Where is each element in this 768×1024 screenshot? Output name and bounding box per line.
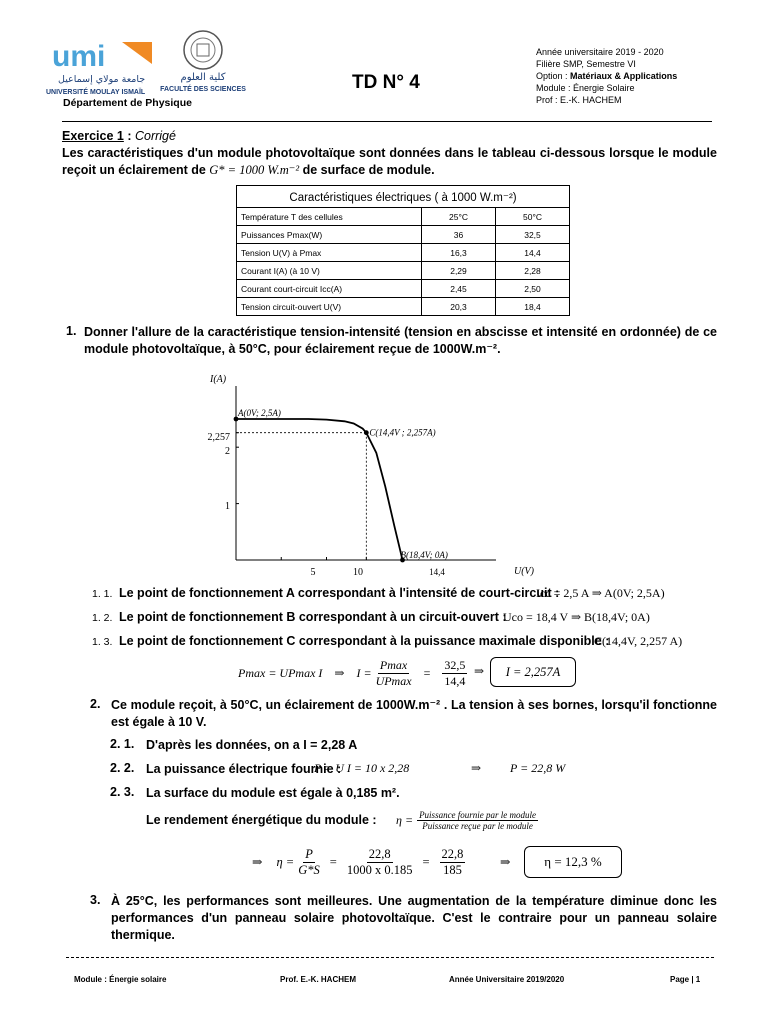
q2-2-result: P = 22,8 W	[510, 761, 566, 775]
sub-1-3-text: Le point de fonctionnement C correspondant à la puissance maximale disponible :	[119, 634, 610, 648]
q2-2-number: 2. 2.	[110, 761, 135, 775]
sub-1-2-math: Uco = 18,4 V ⇒ B(18,4V; 0A)	[503, 610, 650, 624]
efficiency-result-box: η = 12,3 %	[524, 846, 622, 878]
department-label: Département de Physique	[63, 97, 192, 109]
q3-line-1: À 25°C, les performances sont meilleures. Une augmentation de la température diminue donc les	[111, 894, 717, 908]
iv-characteristic-chart	[196, 366, 536, 582]
current-result-box: I = 2,257A	[490, 657, 576, 687]
header-divider	[62, 121, 712, 122]
eq1-result-arrow: ⇒	[474, 664, 485, 678]
table-row: Température T des cellules 25°C 50°C	[237, 208, 570, 226]
q3-number: 3.	[90, 893, 101, 907]
y-tick-label: 2,257	[207, 432, 230, 443]
sub-1-1-number: 1. 1.	[92, 588, 113, 600]
logo-text: umi	[52, 40, 106, 73]
q2-3-text: La surface du module est égale à 0,185 m².	[146, 786, 400, 800]
q1-line-2: module photovoltaïque, à 50°C, pour éclairement reçue de 1000W.m⁻².	[84, 342, 501, 356]
table-row: Courant I(A) (à 10 V) 2,29 2,28	[237, 262, 570, 280]
intro-line-1: Les caractéristiques d'un module photovoltaïque sont données dans le tableau ci-dessous lorsque le module	[62, 146, 717, 160]
q2-2-arrow: ⇒	[471, 761, 482, 775]
exercise-title: Exercice 1	[62, 129, 124, 143]
q2-number: 2.	[90, 697, 101, 711]
q3-line-3: thermique.	[111, 928, 175, 942]
characteristics-table	[236, 185, 570, 316]
faculty-name-fr: FACULTÉ DES SCIENCES	[160, 86, 246, 93]
option: Option : Matériaux & Applications	[536, 71, 678, 81]
q2-3-number: 2. 3.	[110, 785, 135, 799]
point-a-label: A(0V; 2,5A)	[238, 408, 281, 418]
y-axis-label: I(A)	[210, 374, 227, 385]
q2-1-text: D'après les données, on a I = 2,28 A	[146, 738, 358, 752]
footer-divider	[66, 957, 714, 958]
table-header: Caractéristiques électriques ( à 1000 W.m⁻²)	[237, 186, 570, 208]
university-logo	[44, 38, 164, 98]
efficiency-label: Le rendement énergétique du module :	[146, 813, 377, 827]
sub-1-1-text: Le point de fonctionnement A correspondant à l'intensité de court-circuit :	[119, 586, 560, 600]
y-tick-label: 2	[225, 446, 230, 457]
footer-professor: Prof. E.-K. HACHEM	[280, 975, 356, 984]
module: Module : Énergie Solaire	[536, 83, 635, 93]
sub-1-1-math: Icc = 2,5 A ⇒ A(0V; 2,5A)	[536, 586, 665, 600]
sub-1-2-number: 1. 2.	[92, 612, 113, 624]
faculty-seal-icon	[184, 31, 222, 69]
sub-1-2-text: Le point de fonctionnement B correspondant à un circuit-ouvert :	[119, 610, 507, 624]
table-row: Puissances Pmax(W) 36 32,5	[237, 226, 570, 244]
footer-page: Page | 1	[670, 975, 701, 984]
q2-1-number: 2. 1.	[110, 737, 135, 751]
professor: Prof : E.-K. HACHEM	[536, 95, 622, 105]
x-tick-label: 14,4	[429, 567, 445, 577]
faculty-logo	[160, 28, 246, 96]
q2-line-2: est égale à 10 V.	[111, 715, 207, 729]
header-info	[536, 46, 677, 106]
q2-2-math: P = U I = 10 x 2,28	[314, 761, 410, 775]
eq2-result-arrow: ⇒	[500, 855, 511, 869]
point-c-marker	[364, 430, 369, 435]
irradiance-math: G* = 1000 W.m⁻²	[209, 163, 300, 177]
page-title: TD N° 4	[352, 72, 420, 93]
point-c-label: C(14,4V ; 2,257A)	[369, 427, 436, 438]
footer-module: Module : Énergie solaire	[74, 975, 167, 984]
point-b-label: B(18,4V; 0A)	[400, 550, 448, 560]
option-value: Matériaux & Applications	[570, 71, 678, 81]
sub-1-3-number: 1. 3.	[92, 636, 113, 648]
efficiency-equation: ⇒ η = $\frac{P}{G*S}$ = $\frac{22,8}{1000 x 0.185}$ = $\frac{22,8}{185}$	[252, 846, 464, 877]
faculty-name-ar: كلية العلوم	[180, 72, 226, 83]
q1-number: 1.	[66, 324, 77, 338]
x-tick-label: 10	[353, 567, 363, 578]
x-tick-label: 5	[310, 567, 316, 578]
q2-line-1: Ce module reçoit, à 50°C, un éclairement de 1000W.m⁻² . La tension à ses bornes, lorsqu'il fonctionne	[111, 698, 717, 712]
filiere: Filière SMP, Semestre VI	[536, 59, 636, 69]
q2-2-text: La puissance électrique fournie :	[146, 762, 342, 776]
logo-triangle-icon	[122, 42, 152, 64]
table-row: Tension circuit-ouvert U(V) 20,3 18,4	[237, 298, 570, 316]
x-axis-label: U(V)	[514, 566, 534, 577]
academic-year: Année universitaire 2019 - 2020	[536, 47, 664, 57]
table-row: Courant court-circuit Icc(A) 2,45 2,50	[237, 280, 570, 298]
pmax-equation: Pmax = UPmax I ⇒ I = $\frac{Pmax}{UPmax}$ = $\frac{32,5}{14,4}$	[238, 657, 466, 688]
exercise-subtitle: Corrigé	[134, 129, 176, 143]
table-row: Tension U(V) à Pmax 16,3 14,4	[237, 244, 570, 262]
sub-1-3-math: C(14,4V, 2,257 A)	[594, 634, 683, 648]
footer-year: Année Universitaire 2019/2020	[449, 975, 565, 984]
iv-curve-line	[236, 419, 403, 560]
exercise-heading: Exercice 1 : Corrigé	[62, 129, 176, 143]
q1-line-1: Donner l'allure de la caractéristique tension-intensité (tension en abscisse et intensité en ordonnée) de ce	[84, 325, 717, 339]
q3-line-2: performances d'un panneau solaire photovoltaïque. C'est le contraire pour un panneau solaire	[111, 911, 717, 925]
intro-line-2: reçoit un éclairement de G* = 1000 W.m⁻² de surface de module.	[62, 163, 435, 177]
efficiency-definition: η = $\frac{\text{Puissance fournie par le module}}{\text{Puissance reçue par le module}}$	[396, 809, 537, 831]
university-name-ar: جامعة مولاي إسماعيل	[58, 74, 146, 85]
university-name-fr: UNIVERSITÉ MOULAY ISMAÏL	[46, 89, 146, 96]
y-tick-label: 1	[225, 501, 230, 512]
